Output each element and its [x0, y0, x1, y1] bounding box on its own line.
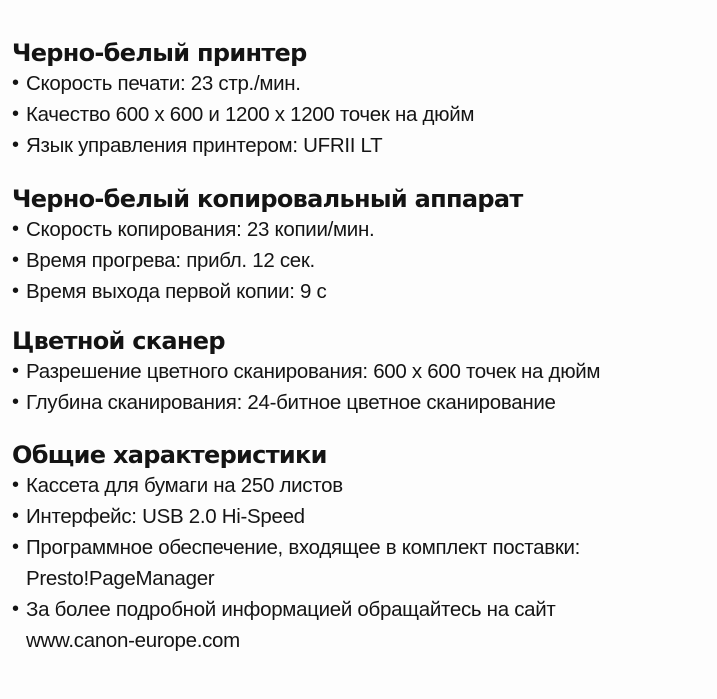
list-item	[12, 470, 712, 501]
bullet-icon: •	[12, 360, 19, 382]
list-item	[12, 214, 712, 245]
bullet-icon: •	[12, 536, 19, 558]
section-color-scanner	[12, 326, 712, 418]
bullet-icon: •	[12, 249, 19, 271]
item-text: Кассета для бумаги на 250 листов	[26, 474, 343, 497]
list-item	[12, 594, 712, 656]
list-item	[12, 501, 712, 532]
list-item	[12, 130, 712, 161]
bullet-icon: •	[12, 72, 19, 94]
bullet-icon: •	[12, 598, 19, 620]
bullet-icon: •	[12, 218, 19, 240]
spec-list	[12, 68, 712, 161]
list-item	[12, 276, 712, 307]
list-item	[12, 356, 712, 387]
spec-list	[12, 356, 712, 418]
item-text: Программное обеспечение, входящее в комплект поставки:	[26, 536, 581, 559]
list-item	[12, 99, 712, 130]
spec-list	[12, 214, 712, 307]
list-item	[12, 532, 712, 594]
item-text-continuation: Presto!PageManager	[26, 567, 215, 590]
section-bw-printer	[12, 38, 712, 161]
list-item	[12, 68, 712, 99]
section-heading: Черно-белый копировальный аппарат	[12, 185, 523, 213]
item-text: Глубина сканирования: 24-битное цветное сканирование	[26, 391, 556, 414]
bullet-icon: •	[12, 103, 19, 125]
item-text: Качество 600 x 600 и 1200 x 1200 точек на дюйм	[26, 103, 475, 126]
bullet-icon: •	[12, 391, 19, 413]
item-text: Разрешение цветного сканирования: 600 x 600 точек на дюйм	[26, 360, 601, 383]
item-text: Скорость печати: 23 стр./мин.	[26, 72, 301, 95]
item-text: Время прогрева: прибл. 12 сек.	[26, 249, 315, 272]
section-heading: Цветной сканер	[12, 327, 225, 355]
item-text: За более подробной информацией обращайтесь на сайт	[26, 598, 556, 621]
bullet-icon: •	[12, 505, 19, 527]
item-text: Время выхода первой копии: 9 с	[26, 280, 327, 303]
section-heading: Общие характеристики	[12, 441, 327, 469]
item-text: Интерфейс: USB 2.0 Hi-Speed	[26, 505, 305, 528]
bullet-icon: •	[12, 280, 19, 302]
spec-list	[12, 470, 712, 656]
bullet-icon: •	[12, 134, 19, 156]
list-item	[12, 387, 712, 418]
section-heading: Черно-белый принтер	[12, 39, 307, 67]
section-bw-copier	[12, 184, 712, 307]
list-item	[12, 245, 712, 276]
bullet-icon: •	[12, 474, 19, 496]
item-text: Язык управления принтером: UFRII LT	[26, 134, 383, 157]
section-general	[12, 440, 712, 656]
website-url: www.canon-europe.com	[26, 629, 240, 652]
item-text: Скорость копирования: 23 копии/мин.	[26, 218, 375, 241]
